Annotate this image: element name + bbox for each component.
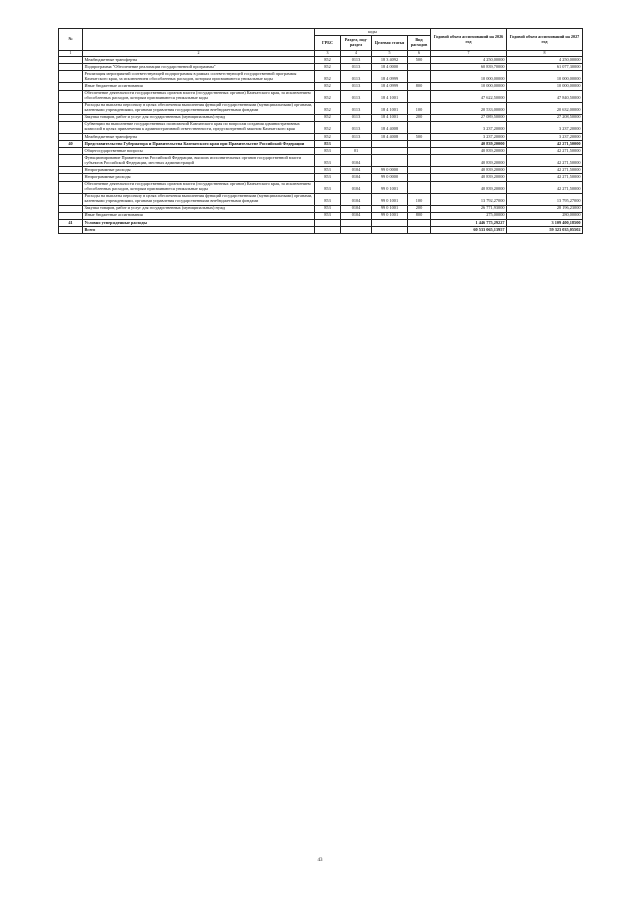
- row-grbs: 853: [315, 193, 341, 205]
- row-razdel: 0104: [341, 155, 372, 167]
- row-number: [59, 133, 83, 140]
- row-name: Межбюджетные трансферты: [83, 57, 315, 64]
- row-expense-type: [408, 148, 431, 155]
- header-grbs: ГРБС: [315, 36, 341, 51]
- row-expense-type: [408, 121, 431, 133]
- row-amount-2027: 3 237,20000: [507, 133, 583, 140]
- row-expense-type: 800: [408, 212, 431, 219]
- row-number: [59, 212, 83, 219]
- row-name: Обеспечение деятельности государственных органов власти (государственных органов) Камчатского края, за исключением обособленных расходов, которым присваиваются уникальные коды: [83, 90, 315, 102]
- page-number: 43: [317, 858, 323, 863]
- row-amount-2026: 3 237,20000: [431, 133, 507, 140]
- row-grbs: 852: [315, 64, 341, 71]
- row-amount-2027: 42 271,50000: [507, 155, 583, 167]
- row-razdel: 0104: [341, 205, 372, 212]
- column-number: 4: [341, 51, 372, 57]
- row-razdel: 01: [341, 148, 372, 155]
- row-amount-2027: 27 208,50000: [507, 114, 583, 121]
- row-expense-type: [408, 90, 431, 102]
- header-razdel: Раздел, под-раздел: [341, 36, 372, 51]
- row-name: Непрограммные расходы: [83, 167, 315, 174]
- row-target-article: 18 3 4092: [372, 57, 408, 64]
- row-amount-2026: 40 839,20000: [431, 141, 507, 148]
- row-target-article: 99 0 0000: [372, 167, 408, 174]
- row-number: [59, 64, 83, 71]
- table-body: [59, 57, 583, 234]
- table-row: [59, 71, 583, 83]
- row-grbs: 853: [315, 181, 341, 193]
- row-expense-type: 200: [408, 114, 431, 121]
- row-target-article: [372, 148, 408, 155]
- row-expense-type: 800: [408, 83, 431, 90]
- table-row: [59, 227, 583, 234]
- row-expense-type: 100: [408, 193, 431, 205]
- row-expense-type: 500: [408, 57, 431, 64]
- row-expense-type: 200: [408, 205, 431, 212]
- row-amount-2026: 4 250,00000: [431, 57, 507, 64]
- row-grbs: 853: [315, 141, 341, 148]
- row-target-article: 99 0 1001: [372, 212, 408, 219]
- row-razdel: 0104: [341, 174, 372, 181]
- row-target-article: 18 4 1001: [372, 114, 408, 121]
- row-razdel: 0113: [341, 121, 372, 133]
- row-amount-2027: 20 632,00000: [507, 102, 583, 114]
- row-grbs: 853: [315, 205, 341, 212]
- row-number: 40: [59, 141, 83, 148]
- table-row: [59, 193, 583, 205]
- table-row: [59, 57, 583, 64]
- row-razdel: 0113: [341, 83, 372, 90]
- table-row: [59, 212, 583, 219]
- table-header: [59, 29, 583, 57]
- row-target-article: 99 0 1001: [372, 181, 408, 193]
- row-name: Иные бюджетные ассигнования: [83, 83, 315, 90]
- row-expense-type: 500: [408, 133, 431, 140]
- row-amount-2027: 28 196,23000: [507, 205, 583, 212]
- row-number: 41: [59, 219, 83, 226]
- header-no: №: [59, 29, 83, 51]
- row-number: [59, 114, 83, 121]
- row-number: [59, 90, 83, 102]
- table-row: [59, 155, 583, 167]
- row-target-article: 18 4 0000: [372, 64, 408, 71]
- row-grbs: 852: [315, 102, 341, 114]
- row-amount-2026: 60 839,70000: [431, 64, 507, 71]
- row-number: [59, 205, 83, 212]
- column-number: 2: [83, 51, 315, 57]
- row-expense-type: [408, 167, 431, 174]
- row-amount-2027: 42 271,50000: [507, 141, 583, 148]
- row-grbs: [315, 219, 341, 226]
- table-row: [59, 83, 583, 90]
- row-target-article: 18 4 1001: [372, 90, 408, 102]
- row-amount-2027: 3 109 400,18500: [507, 219, 583, 226]
- row-grbs: 852: [315, 121, 341, 133]
- row-name: Представительство Губернатора и Правительства Камчатского края при Правительстве Российской Федерации: [83, 141, 315, 148]
- table-row: [59, 121, 583, 133]
- row-grbs: 852: [315, 57, 341, 64]
- row-amount-2027: 59 323 035,05502: [507, 227, 583, 234]
- row-razdel: 0104: [341, 181, 372, 193]
- row-grbs: 852: [315, 83, 341, 90]
- row-target-article: 18 4 1001: [372, 102, 408, 114]
- row-name: Расходы на выплаты персоналу в целях обеспечения выполнения функций государственными (муниципальными) органами, казенными учреждениями, органами управления государственными внебюджетными фондами: [83, 102, 315, 114]
- row-name: Закупка товаров, работ и услуг для государственных (муниципальных) нужд: [83, 205, 315, 212]
- row-razdel: 0113: [341, 133, 372, 140]
- row-razdel: 0104: [341, 167, 372, 174]
- row-number: [59, 167, 83, 174]
- row-name: Условно утвержденные расходы: [83, 219, 315, 226]
- row-amount-2027: 42 271,50000: [507, 148, 583, 155]
- row-amount-2026: 20 533,00000: [431, 102, 507, 114]
- row-amount-2027: 42 271,50000: [507, 167, 583, 174]
- row-target-article: 18 4 4008: [372, 133, 408, 140]
- row-target-article: [372, 141, 408, 148]
- row-grbs: 852: [315, 114, 341, 121]
- row-amount-2027: 4 250,00000: [507, 57, 583, 64]
- row-number: [59, 227, 83, 234]
- row-number: [59, 102, 83, 114]
- column-number: 1: [59, 51, 83, 57]
- row-amount-2026: 10 000,00000: [431, 71, 507, 83]
- row-grbs: 853: [315, 174, 341, 181]
- row-amount-2026: 40 839,20000: [431, 155, 507, 167]
- row-name: Реализация мероприятий соответствующей подпрограммы в рамках соответствующей государственной программы Камчатского края, за исключением обособленных расходов, которым присваиваются уникальные коды: [83, 71, 315, 83]
- row-target-article: 99 0 1001: [372, 193, 408, 205]
- row-amount-2026: 40 839,20000: [431, 148, 507, 155]
- row-number: [59, 121, 83, 133]
- table-row: [59, 114, 583, 121]
- row-razdel: [341, 141, 372, 148]
- row-target-article: 99 0 1001: [372, 205, 408, 212]
- row-expense-type: [408, 71, 431, 83]
- row-amount-2027: 10 000,00000: [507, 83, 583, 90]
- row-number: [59, 193, 83, 205]
- row-amount-2026: 10 000,00000: [431, 83, 507, 90]
- row-expense-type: [408, 227, 431, 234]
- row-expense-type: [408, 141, 431, 148]
- row-amount-2027: 13 795,27000: [507, 193, 583, 205]
- header-codes: коды: [315, 29, 431, 36]
- row-number: [59, 71, 83, 83]
- row-target-article: 18 4 0999: [372, 83, 408, 90]
- row-razdel: 0113: [341, 90, 372, 102]
- row-target-article: [372, 227, 408, 234]
- row-name: Иные бюджетные ассигнования: [83, 212, 315, 219]
- column-number: 3: [315, 51, 341, 57]
- row-number: [59, 83, 83, 90]
- row-amount-2027: 47 840,50000: [507, 90, 583, 102]
- row-amount-2027: 61 077,30000: [507, 64, 583, 71]
- row-amount-2026: 13 792,27000: [431, 193, 507, 205]
- row-grbs: 853: [315, 155, 341, 167]
- row-razdel: 0104: [341, 193, 372, 205]
- row-grbs: 853: [315, 212, 341, 219]
- table-row: [59, 174, 583, 181]
- table-row: [59, 133, 583, 140]
- row-expense-type: [408, 174, 431, 181]
- row-amount-2027: 42 271,50000: [507, 174, 583, 181]
- row-grbs: 852: [315, 71, 341, 83]
- row-expense-type: [408, 155, 431, 167]
- row-amount-2026: 60 533 065,13957: [431, 227, 507, 234]
- row-name: Непрограммные расходы: [83, 174, 315, 181]
- row-expense-type: [408, 181, 431, 193]
- row-number: [59, 57, 83, 64]
- row-amount-2026: 40 839,20000: [431, 181, 507, 193]
- row-name: Межбюджетные трансферты: [83, 133, 315, 140]
- row-amount-2026: 1 446 775,29227: [431, 219, 507, 226]
- row-grbs: 853: [315, 148, 341, 155]
- row-number: [59, 181, 83, 193]
- row-amount-2026: 26 771,93000: [431, 205, 507, 212]
- row-razdel: 0113: [341, 71, 372, 83]
- row-target-article: 18 4 0999: [372, 71, 408, 83]
- row-number: [59, 148, 83, 155]
- row-amount-2026: 27 089,50000: [431, 114, 507, 121]
- table-row: [59, 102, 583, 114]
- row-amount-2027: 3 237,20000: [507, 121, 583, 133]
- table-row: [59, 148, 583, 155]
- row-razdel: 0113: [341, 57, 372, 64]
- table-row: [59, 181, 583, 193]
- table-row: [59, 141, 583, 148]
- header-vol-2026: Годовой объем ассигнований на 2026 год: [431, 29, 507, 51]
- header-vr: Вид расходов: [408, 36, 431, 51]
- table-row: [59, 219, 583, 226]
- table-row: [59, 167, 583, 174]
- row-amount-2026: 3 237,20000: [431, 121, 507, 133]
- header-csr: Целевая статья: [372, 36, 408, 51]
- row-number: [59, 174, 83, 181]
- row-amount-2027: 280,00000: [507, 212, 583, 219]
- row-target-article: 18 4 4008: [372, 121, 408, 133]
- row-name: Закупка товаров, работ и услуг для государственных (муниципальных) нужд: [83, 114, 315, 121]
- row-name: Общегосударственные вопросы: [83, 148, 315, 155]
- row-grbs: [315, 227, 341, 234]
- row-target-article: [372, 219, 408, 226]
- row-grbs: 852: [315, 133, 341, 140]
- row-target-article: 99 0 0000: [372, 174, 408, 181]
- row-razdel: [341, 219, 372, 226]
- row-name: Обеспечение деятельности государственных органов власти (государственных органов) Камчатского края, за исключением обособленных расходов, которым присваиваются уникальные коды: [83, 181, 315, 193]
- row-name: Подпрограмма "Обеспечение реализации государственной программы": [83, 64, 315, 71]
- table-row: [59, 64, 583, 71]
- budget-table: [58, 28, 583, 234]
- row-expense-type: 100: [408, 102, 431, 114]
- row-name: Субвенции на выполнение государственных полномочий Камчатского края по вопросам создания административных комиссий в целях привлечения к административной ответственности, предусмотренной законом Камчатского края: [83, 121, 315, 133]
- row-grbs: 852: [315, 90, 341, 102]
- row-name: Расходы на выплаты персоналу в целях обеспечения выполнения функций государственными (муниципальными) органами, казенными учреждениями, органами управления государственными внебюджетными фондами: [83, 193, 315, 205]
- row-amount-2027: 10 000,00000: [507, 71, 583, 83]
- header-vol-2027: Годовой объем ассигнований на 2027 год: [507, 29, 583, 51]
- row-amount-2026: 47 622,50000: [431, 90, 507, 102]
- row-target-article: [372, 155, 408, 167]
- table-row: [59, 90, 583, 102]
- column-number: 8: [507, 51, 583, 57]
- header-name: [83, 29, 315, 51]
- column-number: 6: [408, 51, 431, 57]
- row-expense-type: [408, 219, 431, 226]
- row-name: Функционирование Правительства Российской Федерации, высших исполнительных органов государственной власти субъектов Российской Федерации, местных администраций: [83, 155, 315, 167]
- row-razdel: 0104: [341, 212, 372, 219]
- row-grbs: 853: [315, 167, 341, 174]
- column-number: 5: [372, 51, 408, 57]
- row-amount-2026: 275,00000: [431, 212, 507, 219]
- row-name: Всего: [83, 227, 315, 234]
- row-expense-type: [408, 64, 431, 71]
- row-amount-2026: 40 839,20000: [431, 167, 507, 174]
- column-number: 7: [431, 51, 507, 57]
- row-razdel: 0113: [341, 102, 372, 114]
- table-row: [59, 205, 583, 212]
- row-razdel: 0113: [341, 114, 372, 121]
- row-number: [59, 155, 83, 167]
- row-amount-2027: 42 271,50000: [507, 181, 583, 193]
- row-razdel: [341, 227, 372, 234]
- row-razdel: 0113: [341, 64, 372, 71]
- row-amount-2026: 40 839,20000: [431, 174, 507, 181]
